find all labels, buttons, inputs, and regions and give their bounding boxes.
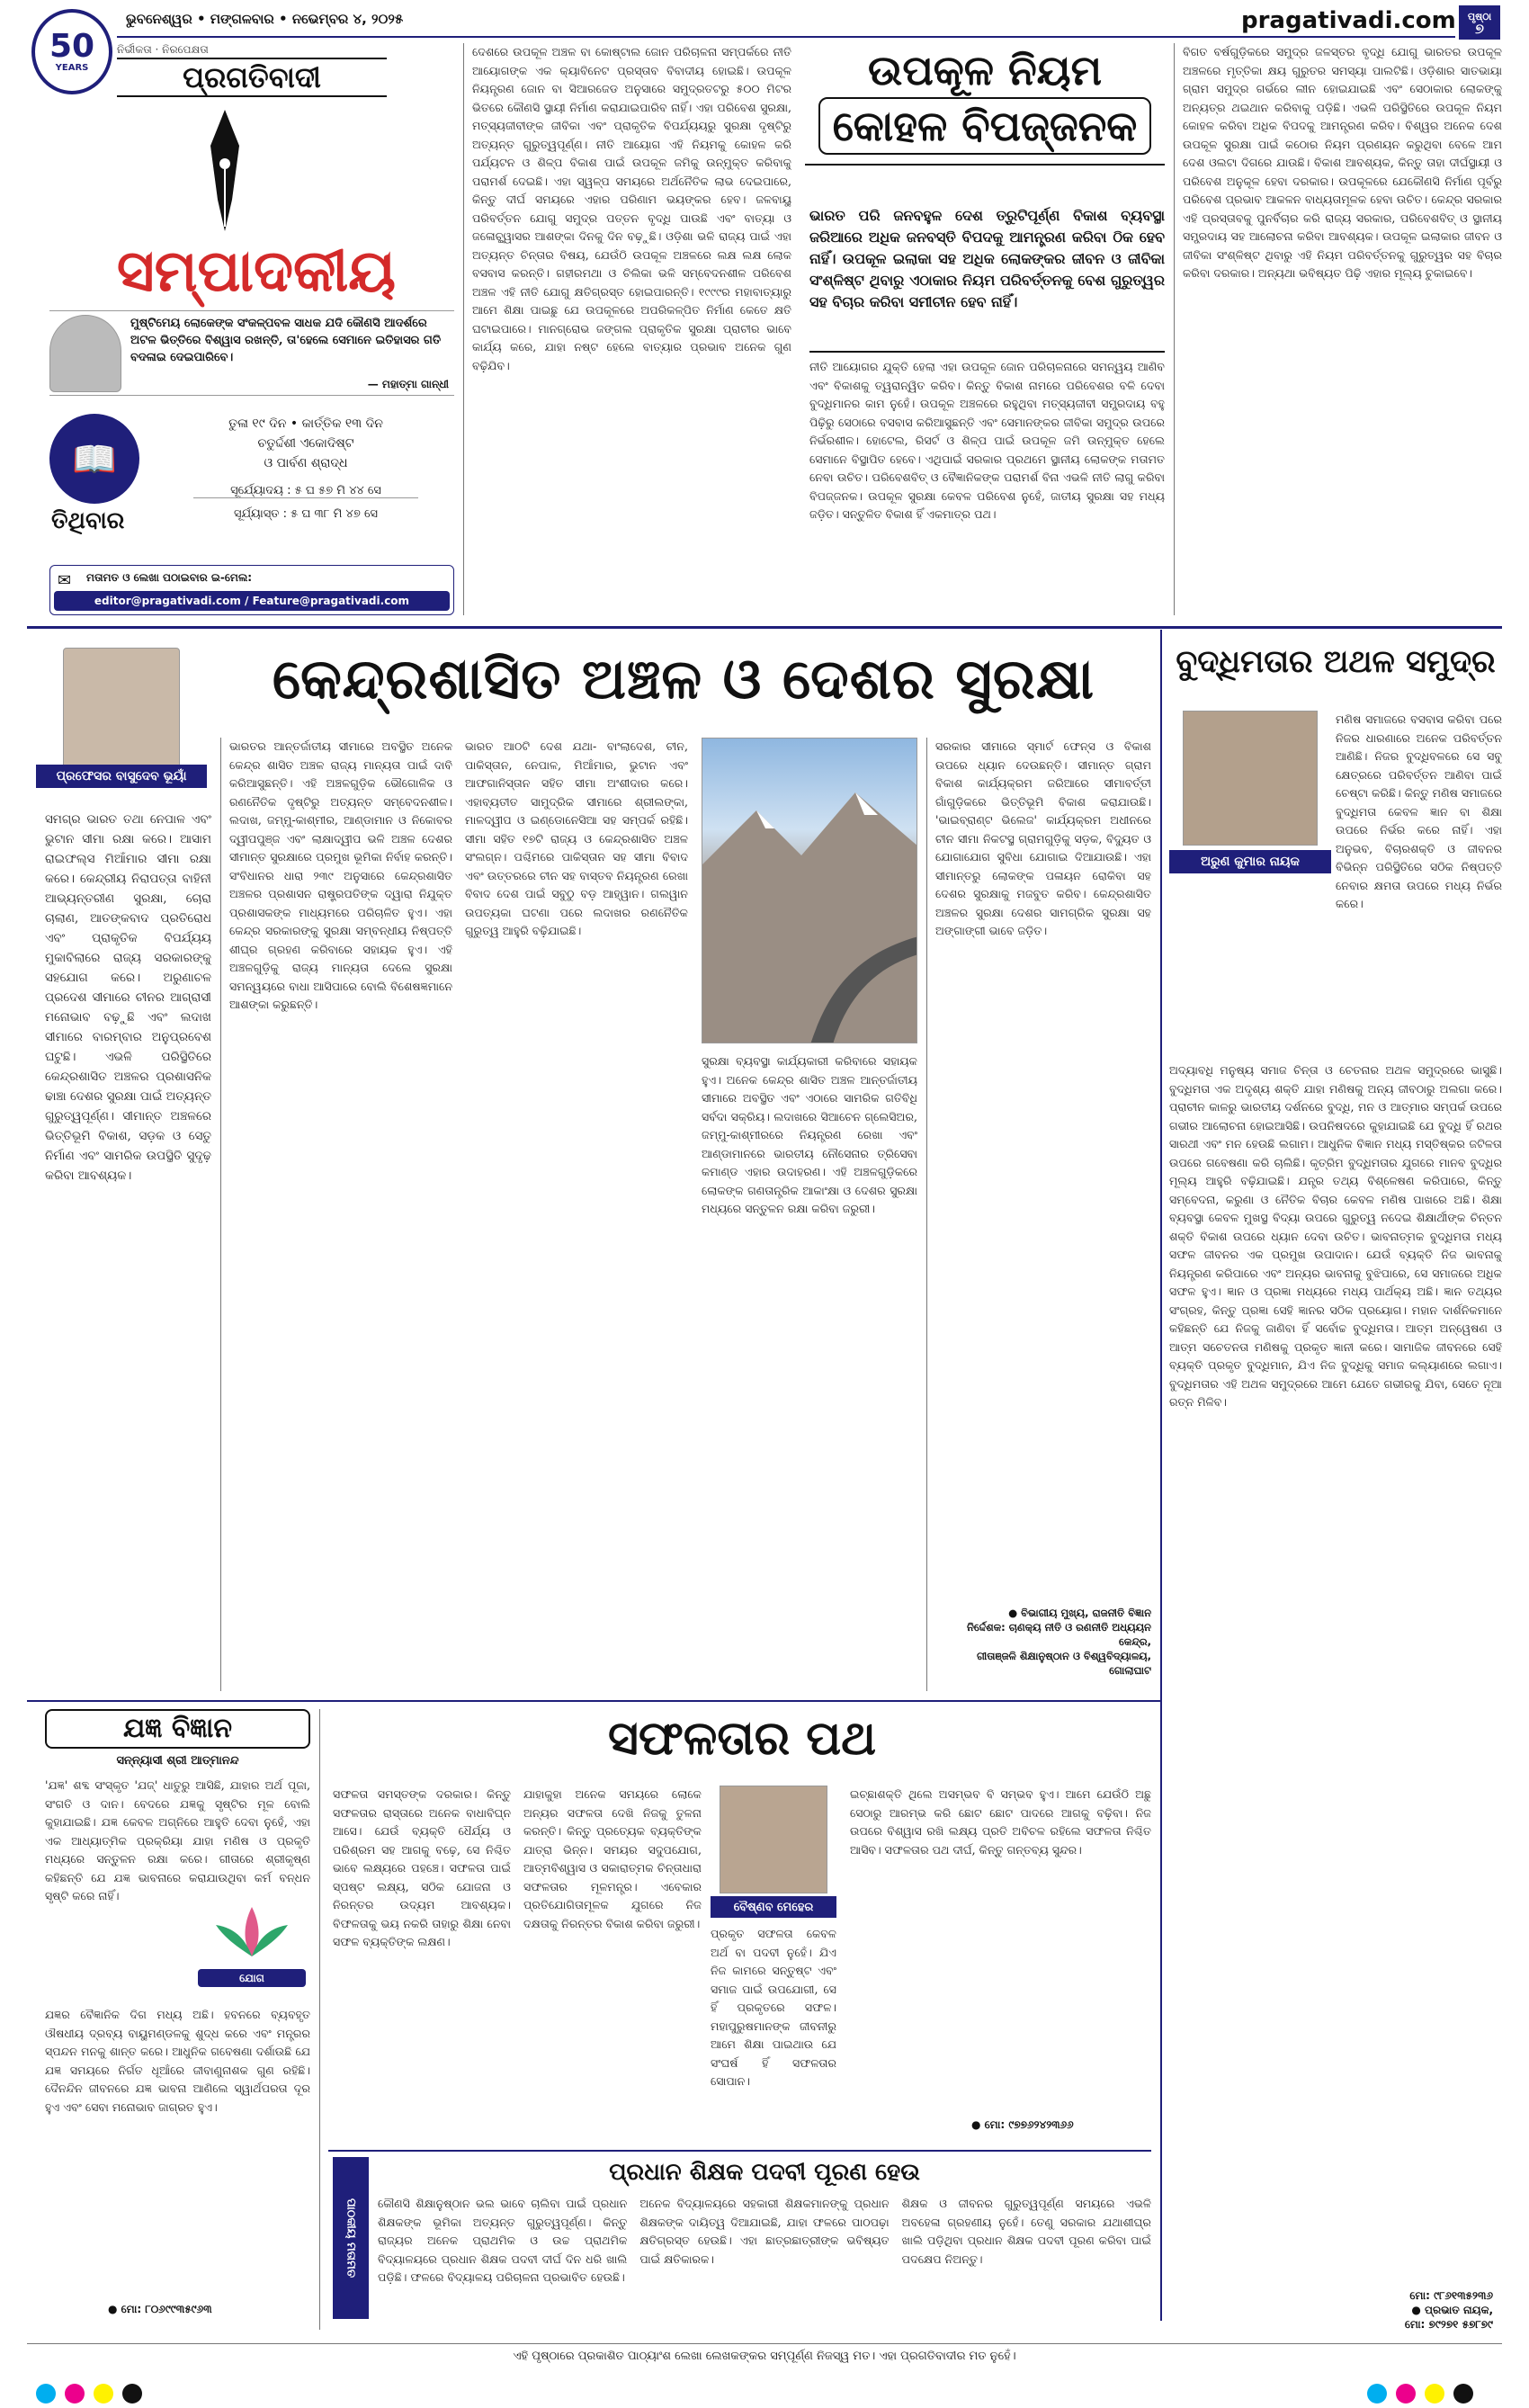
author-affil-1: ନିର୍ଦ୍ଦେଶକ: ଚାଣକ୍ୟ ନୀତି ଓ ରଣନୀତି ଅଧ୍ୟୟନ କେନ୍ଦ୍ର,	[966, 1621, 1151, 1648]
registration-mark-black	[122, 2384, 142, 2404]
registration-mark-magenta	[65, 2384, 85, 2404]
right-author-name: ଅରୁଣ କୁମାର ନାୟକ	[1169, 850, 1331, 873]
open-book-icon: 📖	[72, 438, 117, 480]
site-name[interactable]: pragativadi.com	[1241, 7, 1456, 34]
section-rule	[27, 626, 1502, 629]
editorial-lead: ଭାରତ ପରି ଜନବହୁଳ ଦେଶ ତ୍ରୁଟିପୂର୍ଣ୍ଣ ବିକାଶ ବ୍ୟବସ୍ଥା ଜରିଆରେ ଅଧିକ ଜନବସ୍ତି ବିପଦକୁ ଆମନ୍ତ୍ରଣ କରିବା ଠିକ ହେବ ନାହିଁ। ଉପକୂଳ ଇଲାକା ସହ ଅଧିକ ଲୋକଙ୍କର ଜୀବନ ଓ ଜୀବିକା ସଂଶ୍ଳିଷ୍ଟ ଥିବାରୁ ଏଠାକାର ନିୟମ ପରିବର୍ତ୍ତନକୁ ବେଶ ଗୁରୁତ୍ୱର ସହ ବିଚାର କରିବା ସମୀଚୀନ ହେବ ନାହିଁ।	[809, 207, 1165, 310]
editorial-title-1: ଉପକୂଳ ନିୟମ	[868, 46, 1102, 94]
success-text-a: ସଫଳତା ସମସ୍ତଙ୍କ ଦରକାର। କିନ୍ତୁ ସଫଳତାର ରାସ୍ତାରେ ଅନେକ ବାଧାବିଘ୍ନ ଆସେ। ଯେଉଁ ବ୍ୟକ୍ତି ଧୈର୍ଯ୍ୟ ଓ ପରିଶ୍ରମ ସହ ଆଗକୁ ବଢ଼େ, ସେ ନିଶ୍ଚିତ ଭାବେ ଲକ୍ଷ୍ୟରେ ପହଞ୍ଚେ। ସଫଳତା ପାଇଁ ସ୍ପଷ୍ଟ ଲକ୍ଷ୍ୟ, ସଠିକ ଯୋଜନା ଓ ନିରନ୍ତର ଉଦ୍ୟମ ଆବଶ୍ୟକ। ବିଫଳତାକୁ ଭୟ ନକରି ତାହାରୁ ଶିକ୍ଷା ନେବା ସଫଳ ବ୍ୟକ୍ତିଙ୍କ ଲକ୍ଷଣ।	[333, 1787, 511, 1948]
editorial-text-a: ଦେଶରେ ଉପକୂଳ ଅଞ୍ଚଳ ବା କୋଷ୍ଟାଲ ଜୋନ ପରିଚାଳନା ସମ୍ପର୍କରେ ନୀତି ଆୟୋଗଙ୍କ ଏକ କ୍ୟାବିନେଟ ପ୍ରସ୍ତାବ ବିବାଦୀୟ ହୋଇଛି। ଉପକୂଳ ନିୟନ୍ତ୍ରଣ ଜୋନ ବା ସିଆରଜେଡ ଅନୁସାରେ ସମୁଦ୍ରତଟରୁ ୫୦୦ ମିଟର ଭିତରେ କୌଣସି ସ୍ଥାୟୀ ନିର୍ମାଣ କରାଯାଇପାରିବ ନାହିଁ। ଏହା ପରିବେଶ ସୁରକ୍ଷା, ମତ୍ସ୍ୟଜୀବୀଙ୍କ ଜୀବିକା ଏବଂ ପ୍ରାକୃତିକ ବିପର୍ଯ୍ୟୟରୁ ସୁରକ୍ଷା ଦୃଷ୍ଟିରୁ ଅତ୍ୟନ୍ତ ଗୁରୁତ୍ୱପୂର୍ଣ୍ଣ। ନୀତି ଆୟୋଗ ଏହି ନିୟମକୁ କୋହଳ କରି ପର୍ଯ୍ୟଟନ ଓ ଶିଳ୍ପ ବିକାଶ ପାଇଁ ଉପକୂଳ ଜମିକୁ ଉନ୍ମୁକ୍ତ କରିବାକୁ ପରାମର୍ଶ ଦେଇଛି। ଏହା ସ୍ୱଳ୍ପ ସମୟରେ ଅର୍ଥନୈତିକ ଲାଭ ଦେଇପାରେ, କିନ୍ତୁ ଦୀର୍ଘ ସମୟରେ ଏହାର ପରିଣାମ ଭୟଙ୍କର ହେବ। ଜଳବାୟୁ ପରିବର୍ତ୍ତନ ଯୋଗୁ ସମୁଦ୍ର ପତ୍ତନ ବୃଦ୍ଧି ପାଉଛି ଏବଂ ବାତ୍ୟା ଓ ଜଳୋଚ୍ଛ୍ୱାସର ଆଶଙ୍କା ଦିନକୁ ଦିନ ବଢ଼ୁଛି। ଓଡ଼ିଶା ଭଳି ରାଜ୍ୟ ପାଇଁ ଏହା ଅତ୍ୟନ୍ତ ଚିନ୍ତାର ବିଷୟ, ଯେଉଁଠି ଉପକୂଳ ଅଞ୍ଚଳରେ ଲକ୍ଷ ଲକ୍ଷ ଲୋକ ବସବାସ କରନ୍ତି। ଗହୀରମଥା ଓ ଚିଲିକା ଭଳି ସମ୍ବେଦନଶୀଳ ପରିବେଶ ଅଞ୍ଚଳ ଏହି ନୀତି ଯୋଗୁ କ୍ଷତିଗ୍ରସ୍ତ ହୋଇପାରନ୍ତି। ୧୯୯୯ର ମହାବାତ୍ୟାରୁ ଆମେ ଶିକ୍ଷା ପାଇଛୁ ଯେ ଉପକୂଳରେ ଅପରିକଳ୍ପିତ ନିର୍ମାଣ କେତେ କ୍ଷତି ଘଟାଇପାରେ। ମାନଗ୍ରୋଭ ଜଙ୍ଗଲ ପ୍ରାକୃତିକ ସୁରକ୍ଷା ପ୍ରାଚୀର ଭାବେ କାର୍ଯ୍ୟ କରେ, ଯାହା ନଷ୍ଟ ହେଲେ ବାତ୍ୟାର ପ୍ରଭାବ ଅନେକ ଗୁଣ ବଢ଼ିଯିବ।	[472, 45, 791, 372]
main-text-e: ସରକାର ସୀମାରେ ସ୍ମାର୍ଟ ଫେନ୍ସ ଓ ବିକାଶ ଉପରେ ଧ୍ୟାନ ଦେଉଛନ୍ତି। ସୀମାନ୍ତ ଗ୍ରାମ ବିକାଶ କାର୍ଯ୍ୟକ୍ରମ ଜରିଆରେ ସୀମାବର୍ତ୍ତୀ ଗାଁଗୁଡ଼ିକରେ ଭିତ୍ତିଭୂମି ବିକାଶ କରାଯାଉଛି। 'ଭାଇବ୍ରାଣ୍ଟ ଭିଲେଜ' କାର୍ଯ୍ୟକ୍ରମ ଅଧୀନରେ ଚୀନ ସୀମା ନିକଟସ୍ଥ ଗ୍ରାମଗୁଡ଼ିକୁ ସଡ଼କ, ବିଦ୍ୟୁତ ଓ ଯୋଗାଯୋଗ ସୁବିଧା ଯୋଗାଇ ଦିଆଯାଉଛି। ଏହା ସୀମାନ୍ତରୁ ଲୋକଙ୍କ ପଳାୟନ ରୋକିବା ସହ ଦେଶର ସୁରକ୍ଷାକୁ ମଜବୁତ କରିବ। କେନ୍ଦ୍ରଶାସିତ ଅଞ୍ଚଳର ସୁରକ୍ଷା ଦେଶର ସାମଗ୍ରିକ ସୁରକ୍ଷା ସହ ଅଙ୍ଗାଙ୍ଗୀ ଭାବେ ଜଡ଼ିତ।	[935, 739, 1151, 937]
success-cols-ab	[333, 1786, 702, 2141]
right-title: ବୁଦ୍ଧିମତାର ଅଥଳ ସମୁଦ୍ର	[1176, 644, 1496, 680]
main-author-footer	[935, 1606, 1151, 1678]
letter-title: ପ୍ରଧାନ ଶିକ୍ଷକ ପଦବୀ ପୂରଣ ହେଉ	[609, 2159, 920, 2186]
author-photo	[63, 648, 180, 783]
col-divider	[1174, 43, 1175, 615]
right-col-b	[1169, 1061, 1502, 2280]
footer-rule	[27, 2343, 1502, 2344]
right-author-photo	[1183, 711, 1318, 846]
paper-name: ପ୍ରଗତିବାଦୀ	[183, 59, 321, 94]
gandhi-portrait	[49, 315, 121, 392]
right-col-divider	[1160, 630, 1162, 2321]
masthead-tagline: ନିର୍ଭୀକତା · ନିରପେକ୍ଷତା	[117, 43, 209, 56]
letter-text-b: ଅନେକ ବିଦ୍ୟାଳୟରେ ସହକାରୀ ଶିକ୍ଷକମାନଙ୍କୁ ପ୍ରଧାନ ଶିକ୍ଷକଙ୍କ ଦାୟିତ୍ୱ ଦିଆଯାଇଛି, ଯାହା ଫଳରେ ପାଠପଢ଼ା କ୍ଷତିଗ୍ରସ୍ତ ହେଉଛି। ଏହା ଛାତ୍ରଛାତ୍ରୀଙ୍କ ଭବିଷ୍ୟତ ପାଇଁ କ୍ଷତିକାରକ।	[639, 2197, 890, 2266]
main-col-a	[45, 810, 211, 1691]
yoga-author: ସନ୍ନ୍ୟାସୀ ଶ୍ରୀ ଆତ୍ମାନନ୍ଦ	[116, 1754, 239, 1768]
yoga-phone: ● ମୋ: ୮୦୬୯୯୩୫୯୬୩	[108, 2303, 212, 2315]
quote-box	[49, 310, 454, 396]
main-text-b: ଭାରତର ଆନ୍ତର୍ଜାତୀୟ ସୀମାରେ ଅବସ୍ଥିତ ଅନେକ କେନ୍ଦ୍ର ଶାସିତ ଅଞ୍ଚଳ ରାଜ୍ୟ ମାନ୍ୟତା ପାଇଁ ଦାବି କରିଆସୁଛନ୍ତି। ଏହି ଅଞ୍ଚଳଗୁଡ଼ିକ ଭୌଗୋଳିକ ଓ ରଣନୈତିକ ଦୃଷ୍ଟିରୁ ଅତ୍ୟନ୍ତ ସମ୍ବେଦନଶୀଳ। ଲଦାଖ, ଜମ୍ମୁ-କାଶ୍ମୀର, ଆଣ୍ଡାମାନ ଓ ନିକୋବର ଦ୍ୱୀପପୁଞ୍ଜ ଏବଂ ଲାକ୍ଷାଦ୍ୱୀପ ଭଳି ଅଞ୍ଚଳ ଦେଶର ସୀମାନ୍ତ ସୁରକ୍ଷାରେ ପ୍ରମୁଖ ଭୂମିକା ନିର୍ବାହ କରନ୍ତି। ସଂବିଧାନର ଧାରା ୨୩୯ ଅନୁସାରେ କେନ୍ଦ୍ରଶାସିତ ଅଞ୍ଚଳର ପ୍ରଶାସନ ରାଷ୍ଟ୍ରପତିଙ୍କ ଦ୍ୱାରା ନିଯୁକ୍ତ ପ୍ରଶାସକଙ୍କ ମାଧ୍ୟମରେ ପରିଚାଳିତ ହୁଏ। ଏହା କେନ୍ଦ୍ର ସରକାରଙ୍କୁ ସୁରକ୍ଷା ସମ୍ବନ୍ଧୀୟ ନିଷ୍ପତ୍ତି ଶୀଘ୍ର ଗ୍ରହଣ କରିବାରେ ସହାୟକ ହୁଏ। ଏହି ଅଞ୍ଚଳଗୁଡ଼ିକୁ ରାଜ୍ୟ ମାନ୍ୟତା ଦେଲେ ସୁରକ୍ଷା ସମନ୍ୱୟରେ ବାଧା ଆସିପାରେ ବୋଲି ବିଶେଷଜ୍ଞମାନେ ଆଶଙ୍କା କରୁଛନ୍ତି।	[229, 739, 452, 1011]
main-text-a: ସମଗ୍ର ଭାରତ ତଥା ନେପାଳ ଏବଂ ଭୁଟାନ ସୀମା ରକ୍ଷା କରେ। ଆସାମ ରାଇଫଲ୍ସ ମିଆଁମାର ସୀମା ରକ୍ଷା କରେ। କେନ୍ଦ୍ରୀୟ ନିରାପତ୍ତା ବାହିନୀ ଆଭ୍ୟନ୍ତରୀଣ ସୁରକ୍ଷା, ଚୋରା ଚାଲାଣ, ଆତଙ୍କବାଦ ପ୍ରତିରୋଧ ଏବଂ ପ୍ରାକୃତିକ ବିପର୍ଯ୍ୟୟ ମୁକାବିଲାରେ ରାଜ୍ୟ ସରକାରଙ୍କୁ ସହଯୋଗ କରେ। ଅରୁଣାଚଳ ପ୍ରଦେଶ ସୀମାରେ ଚୀନର ଆଗ୍ରାସୀ ମନୋଭାବ ବଢ଼ୁଛି ଏବଂ ଲଦାଖ ସୀମାରେ ବାରମ୍ବାର ଅନୁପ୍ରବେଶ ଘଟୁଛି। ଏଭଳି ପରିସ୍ଥିତିରେ କେନ୍ଦ୍ରଶାସିତ ଅଞ୍ଚଳର ପ୍ରଶାସନିକ ଢାଞ୍ଚା ଦେଶର ସୁରକ୍ଷା ପାଇଁ ଅତ୍ୟନ୍ତ ଗୁରୁତ୍ୱପୂର୍ଣ୍ଣ। ସୀମାନ୍ତ ଅଞ୍ଚଳରେ ଭିତ୍ତିଭୂମି ବିକାଶ, ସଡ଼କ ଓ ସେତୁ ନିର୍ମାଣ ଏବଂ ସାମରିକ ଉପସ୍ଥିତି ସୁଦୃଢ଼ କରିବା ଆବଶ୍ୟକ।	[45, 812, 211, 1183]
bottom-rule	[27, 1700, 1160, 1702]
main-col-e	[935, 738, 1151, 1601]
editorial-title-2: କୋହଳ ବିପଜ୍ଜନକ	[818, 97, 1152, 155]
yoga-title: ଯଜ୍ଞ ବିଜ୍ଞାନ	[45, 1709, 310, 1749]
section-title: ସମ୍ପାଦକୀୟ	[116, 238, 397, 305]
mountain-road-photo	[702, 738, 917, 1043]
letter-signature	[1169, 2303, 1493, 2332]
success-text-c: ପ୍ରକୃତ ସଫଳତା କେବଳ ଅର୍ଥ ବା ପଦବୀ ନୁହେଁ। ଯିଏ ନିଜ କାମରେ ସନ୍ତୁଷ୍ଟ ଏବଂ ସମାଜ ପାଇଁ ଉପଯୋଗୀ, ସେ ହିଁ ପ୍ରକୃତରେ ସଫଳ। ମହାପୁରୁଷମାନଙ୍କ ଜୀବନୀରୁ ଆମେ ଶିକ୍ଷା ପାଇଥାଉ ଯେ ସଂଘର୍ଷ ହିଁ ସଫଳତାର ସୋପାନ।	[711, 1927, 836, 2088]
editorial-col-c	[1183, 43, 1502, 615]
yoga-text-b: ଯଜ୍ଞର ବୈଜ୍ଞାନିକ ଦିଗ ମଧ୍ୟ ଅଛି। ହବନରେ ବ୍ୟବହୃତ ଔଷଧୀୟ ଦ୍ରବ୍ୟ ବାୟୁମଣ୍ଡଳକୁ ଶୁଦ୍ଧ କରେ ଏବଂ ମନ୍ତ୍ରର ସ୍ପନ୍ଦନ ମନକୁ ଶାନ୍ତ କରେ। ଆଧୁନିକ ଗବେଷଣା ଦର୍ଶାଉଛି ଯେ ଯଜ୍ଞ ସମୟରେ ନିର୍ଗତ ଧୂଆଁରେ ଜୀବାଣୁନାଶକ ଗୁଣ ରହିଛି। ଦୈନନ୍ଦିନ ଜୀବନରେ ଯଜ୍ଞ ଭାବନା ଆଣିଲେ ସ୍ୱାର୍ଥପରତା ଦୂର ହୁଏ ଏବଂ ସେବା ମନୋଭାବ ଜାଗ୍ରତ ହୁଏ।	[45, 2008, 310, 2114]
almanac-line-2: ଚତୁର୍ଦ୍ଦଶୀ ଏକୋଦିଷ୍ଟ	[257, 436, 354, 451]
page-label: ପୃଷ୍ଠା	[1467, 11, 1492, 22]
almanac-badge	[49, 414, 139, 504]
editorial-lead-rule	[809, 351, 1165, 353]
anniversary-logo	[31, 9, 112, 94]
success-author-photo	[720, 1786, 827, 1893]
main-col-d	[702, 1052, 917, 1691]
letter-text-c: ଶିକ୍ଷକ ଓ ଜୀବନର ଗୁରୁତ୍ୱପୂର୍ଣ୍ଣ ସମୟରେ ଏଭଳି ଅବହେଳା ଗ୍ରହଣୀୟ ନୁହେଁ। ତେଣୁ ସରକାର ଯଥାଶୀଘ୍ର ଖାଲି ପଡ଼ିଥିବା ପ୍ରଧାନ ଶିକ୍ଷକ ପଦବୀ ପୂରଣ କରିବା ପାଇଁ ପଦକ୍ଷେପ ନିଅନ୍ତୁ।	[901, 2197, 1151, 2266]
letter-text-a: କୌଣସି ଶିକ୍ଷାନୁଷ୍ଠାନ ଭଲ ଭାବେ ଚାଲିବା ପାଇଁ ପ୍ରଧାନ ଶିକ୍ଷକଙ୍କ ଭୂମିକା ଅତ୍ୟନ୍ତ ଗୁରୁତ୍ୱପୂର୍ଣ୍ଣ। କିନ୍ତୁ ରାଜ୍ୟର ଅନେକ ପ୍ରାଥମିକ ଓ ଉଚ୍ଚ ପ୍ରାଥମିକ ବିଦ୍ୟାଳୟରେ ପ୍ରଧାନ ଶିକ୍ଷକ ପଦବୀ ଦୀର୍ଘ ଦିନ ଧରି ଖାଲି ପଡ଼ିଛି। ଫଳରେ ବିଦ୍ୟାଳୟ ପରିଚାଳନା ପ୍ରଭାବିତ ହେଉଛି।	[378, 2197, 628, 2284]
quote-text: ମୁଷ୍ଟିମେୟ ଲୋକେଙ୍କ ସଂକଳ୍ପବଳ ସାଧକ ଯଦି କୌଣସି ଆଦର୍ଶରେ ଅଟଳ ଭିତ୍ତିରେ ବିଶ୍ୱାସ ରଖନ୍ତି, ତା'ହେଲେ ସେମାନେ ଇତିହାସର ଗତି ବଦଳାଇ ଦେଇପାରିବେ।	[130, 317, 442, 364]
editorial-text-c: ବିଗତ ବର୍ଷଗୁଡ଼ିକରେ ସମୁଦ୍ର ଜଳସ୍ତର ବୃଦ୍ଧି ଯୋଗୁ ଭାରତର ଉପକୂଳ ଅଞ୍ଚଳରେ ମୃତ୍ତିକା କ୍ଷୟ ଗୁରୁତର ସମସ୍ୟା ପାଲଟିଛି। ଓଡ଼ିଶାର ସାତଭାୟା ଗ୍ରାମ ସମୁଦ୍ର ଗର୍ଭରେ ଲୀନ ହୋଇଯାଇଛି ଏବଂ ସେଠାକାର ଲୋକଙ୍କୁ ଅନ୍ୟତ୍ର ଥଇଥାନ କରିବାକୁ ପଡ଼ିଛି। ଏଭଳି ପରିସ୍ଥିତିରେ ଉପକୂଳ ନିୟମ କୋହଳ କରିବା ଅଧିକ ବିପଦକୁ ଆମନ୍ତ୍ରଣ କରିବ। ବିଶ୍ୱର ଅନେକ ଦେଶ ଉପକୂଳ ସୁରକ୍ଷା ପାଇଁ କଠୋର ନିୟମ ପ୍ରଣୟନ କରୁଥିବା ବେଳେ ଆମ ଦେଶ ଓଲଟା ଦିଗରେ ଯାଉଛି। ବିକାଶ ଆବଶ୍ୟକ, କିନ୍ତୁ ତାହା ଦୀର୍ଘସ୍ଥାୟୀ ଓ ପରିବେଶ ଅନୁକୂଳ ହେବା ଦରକାର। ଉପକୂଳରେ ଯେକୌଣସି ନିର୍ମାଣ ପୂର୍ବରୁ ପରିବେଶ ପ୍ରଭାବ ଆକଳନ ବାଧ୍ୟତାମୂଳକ ହେବା ଉଚିତ। କେନ୍ଦ୍ର ସରକାର ଏହି ପ୍ରସ୍ତାବକୁ ପୁନର୍ବିଚାର କରି ରାଜ୍ୟ ସରକାର, ପରିବେଶବିତ୍ ଓ ସ୍ଥାନୀୟ ସମ୍ପ୍ରଦାୟ ସହ ଆଲୋଚନା କରିବା ଆବଶ୍ୟକ। ଉପକୂଳ ଇଲାକାର ଜୀବନ ଓ ଜୀବିକା ସଂଶ୍ଳିଷ୍ଟ ଥିବାରୁ ଏହି ନିୟମ ପରିବର୍ତ୍ତନକୁ ଗୁରୁତ୍ୱର ସହ ବିଚାର କରିବା ଦରକାର। ଅନ୍ୟଥା ଭବିଷ୍ୟତ ପିଢ଼ି ଏହାର ମୂଲ୍ୟ ଚୁକାଇବେ।	[1183, 45, 1502, 280]
almanac-line-3: ଓ ପାର୍ବଣ ଶ୍ରାଦ୍ଧ	[264, 456, 348, 470]
registration-mark-yellow	[1425, 2384, 1444, 2404]
contact-emails[interactable]: editor@pragativadi.com / Feature@pragativadi.com	[54, 591, 450, 611]
col-divider	[926, 738, 927, 1691]
yoga-col-b	[45, 2006, 310, 2303]
success-author: ବୈଷ୍ଣବ ମେହେର	[711, 1896, 836, 1918]
sunset: ସୂର୍ଯ୍ୟାସ୍ତ : ୫ ଘ ୩୮ ମି ୪୭ ସେ	[234, 507, 378, 521]
col-divider	[463, 43, 464, 615]
envelope-icon: ✉	[58, 571, 72, 590]
right-phone: ମୋ: ୯୮୬୧୩୫୨୩୬	[1409, 2289, 1493, 2302]
col-divider	[319, 1709, 320, 2330]
contact-box	[49, 565, 454, 615]
letter-rule	[328, 2150, 1151, 2152]
registration-mark-magenta	[1396, 2384, 1416, 2404]
header-rule	[117, 36, 1455, 38]
yoga-logo-label: ଯୋଗ	[198, 1969, 306, 1987]
pen-nib-icon	[207, 110, 243, 236]
author-role: ● ବିଭାଗୀୟ ମୁଖ୍ୟ, ରାଜନୀତି ବିଜ୍ଞାନ	[1008, 1607, 1151, 1619]
dateline: ଭୁବନେଶ୍ୱର • ମଙ୍ଗଳବାର • ନଭେମ୍ବର ୪, ୨୦୨୫	[126, 11, 404, 27]
main-text-c: ଭାରତ ଆଠଟି ଦେଶ ଯଥା- ବାଂଲାଦେଶ, ଚୀନ, ପାକିସ୍ତାନ, ନେପାଳ, ମିଆଁମାର, ଭୁଟାନ ଏବଂ ଆଫଗାନିସ୍ତାନ ସହିତ ସୀମା ଅଂଶୀଦାର କରେ। ଏହାବ୍ୟତୀତ ସାମୁଦ୍ରିକ ସୀମାରେ ଶ୍ରୀଲଙ୍କା, ମାଳଦ୍ୱୀପ ଓ ଇଣ୍ଡୋନେସିଆ ସହ ସମ୍ପର୍କ ରହିଛି। ସୀମା ସହିତ ୧୭ଟି ରାଜ୍ୟ ଓ କେନ୍ଦ୍ରଶାସିତ ଅଞ୍ଚଳ ସଂଲଗ୍ନ। ପଶ୍ଚିମରେ ପାକିସ୍ତାନ ସହ ସୀମା ବିବାଦ ଏବଂ ଉତ୍ତରରେ ଚୀନ ସହ ବାସ୍ତବ ନିୟନ୍ତ୍ରଣ ରେଖା ବିବାଦ ଦେଶ ପାଇଁ ସବୁଠୁ ବଡ଼ ଆହ୍ୱାନ। ଗଲୱାନ ଉପତ୍ୟକା ଘଟଣା ପରେ ଲଦାଖର ରଣନୈତିକ ଗୁରୁତ୍ୱ ଆହୁରି ବଢ଼ିଯାଇଛି।	[465, 739, 688, 937]
page-number-badge	[1459, 5, 1500, 40]
author-affil-2: ଗୀତାଞ୍ଜଳି ଶିକ୍ଷାନୁଷ୍ଠାନ ଓ ବିଶ୍ୱବିଦ୍ୟାଳୟ, ଗୋଲାଘାଟ	[976, 1650, 1151, 1677]
disclaimer: ଏହି ପୃଷ୍ଠାରେ ପ୍ରକାଶିତ ପାଠ୍ୟାଂଶ ଲେଖା ଲେଖକଙ୍କର ସମ୍ପୂର୍ଣ୍ଣ ନିଜସ୍ୱ ମତ। ଏହା ପ୍ରଗତିବାଦୀର ମତ ନୁହେଁ।	[513, 2350, 1016, 2363]
success-col-d	[850, 1786, 1151, 2109]
letter-cols	[378, 2195, 1151, 2312]
almanac-label: ତିଥିବାର	[51, 507, 125, 534]
editorial-col-a	[472, 43, 791, 615]
page-number: ୭	[1475, 20, 1484, 37]
author-name: ପ୍ରଫେସର ବାସୁଦେବ ଭୂୟାଁ	[36, 765, 207, 788]
almanac-line-1: ତୁଳା ୧୯ ଦିନ • କାର୍ତ୍ତିକ ୧୩ ଦିନ	[228, 416, 383, 431]
editorial-text-b: ନୀତି ଆୟୋଗର ଯୁକ୍ତି ହେଲା ଏହା ଉପକୂଳ ଜୋନ ପରିଚାଳନାରେ ସମନ୍ୱୟ ଆଣିବ ଏବଂ ବିକାଶକୁ ତ୍ୱରାନ୍ୱିତ କରିବ। କିନ୍ତୁ ବିକାଶ ନାମରେ ପରିବେଶର ବଳି ଦେବା ବୁଦ୍ଧିମାନର କାମ ନୁହେଁ। ଉପକୂଳ ଅଞ୍ଚଳରେ ରହୁଥିବା ମତ୍ସ୍ୟଜୀବୀ ସମ୍ପ୍ରଦାୟ ବହୁ ପିଢ଼ିରୁ ସେଠାରେ ବସବାସ କରିଆସୁଛନ୍ତି ଏବଂ ସେମାନଙ୍କର ଜୀବିକା ସମୁଦ୍ର ଉପରେ ନିର୍ଭରଶୀଳ। ହୋଟେଲ, ରିସର୍ଟ ଓ ଶିଳ୍ପ ପାଇଁ ଉପକୂଳ ଜମି ଉନ୍ମୁକ୍ତ ହେଲେ ସେମାନେ ବିସ୍ଥାପିତ ହେବେ। ଏଥିପାଇଁ ସରକାର ପ୍ରଥମେ ସ୍ଥାନୀୟ ଲୋକଙ୍କ ମତାମତ ନେବା ଉଚିତ। ପରିବେଶବିତ୍ ଓ ବୈଜ୍ଞାନିକଙ୍କ ପରାମର୍ଶ ବିନା ଏଭଳି ନୀତି ଲାଗୁ କରିବା ବିପଜ୍ଜନକ। ଉପକୂଳ ସୁରକ୍ଷା କେବଳ ପରିବେଶ ନୁହେଁ, ଜାତୀୟ ସୁରକ୍ଷା ସହ ମଧ୍ୟ ଜଡ଼ିତ। ସନ୍ତୁଳିତ ବିକାଶ ହିଁ ଏକମାତ୍ର ପଥ।	[809, 360, 1165, 521]
years-label: YEARS	[55, 63, 89, 73]
mountain-illustration	[702, 739, 917, 1043]
paper-name-box	[117, 58, 387, 97]
sunrise: ସୂର୍ଯ୍ୟୋଦୟ : ୫ ଘ ୫୭ ମି ୪୪ ସେ	[193, 484, 418, 498]
registration-mark-yellow	[94, 2384, 113, 2404]
editorial-col-b	[809, 358, 1165, 615]
letter-sign-phone: ମୋ: ୭୯୨୭୧ ୫୭୮୭୯	[1404, 2318, 1493, 2331]
success-text-b: ଯାହାକୁହା ଅନେକ ସମୟରେ ଲୋକେ ଅନ୍ୟର ସଫଳତା ଦେଖି ନିଜକୁ ତୁଳନା କରନ୍ତି। କିନ୍ତୁ ପ୍ରତ୍ୟେକ ବ୍ୟକ୍ତିଙ୍କ ଯାତ୍ରା ଭିନ୍ନ। ସମୟର ସଦୁପଯୋଗ, ଆତ୍ମବିଶ୍ୱାସ ଓ ସକାରାତ୍ମକ ଚିନ୍ତାଧାରା ସଫଳତାର ମୂଳମନ୍ତ୍ର। ଏବେକାର ପ୍ରତିଯୋଗିତାମୂଳକ ଯୁଗରେ ନିଜ ଦକ୍ଷତାକୁ ନିରନ୍ତର ବିକାଶ କରିବା ଜରୁରୀ।	[523, 1787, 702, 1930]
years-number: 50	[49, 28, 95, 65]
main-headline: କେନ୍ଦ୍ରଶାସିତ ଅଞ୍ଚଳ ଓ ଦେଶର ସୁରକ୍ଷା	[272, 646, 1095, 712]
yoga-text-a: 'ଯଜ୍ଞ' ଶବ୍ଦ ସଂସ୍କୃତ 'ଯଜ୍' ଧାତୁରୁ ଆସିଛି, ଯାହାର ଅର୍ଥ ପୂଜା, ସଂଗତି ଓ ଦାନ। ବେଦରେ ଯଜ୍ଞକୁ ସୃଷ୍ଟିର ମୂଳ ବୋଲି କୁହାଯାଇଛି। ଯଜ୍ଞ କେବଳ ଅଗ୍ନିରେ ଆହୁତି ଦେବା ନୁହେଁ, ଏହା ଏକ ଆଧ୍ୟାତ୍ମିକ ପ୍ରକ୍ରିୟା ଯାହା ମଣିଷ ଓ ପ୍ରକୃତି ମଧ୍ୟରେ ସନ୍ତୁଳନ ରକ୍ଷା କରେ। ଗୀତାରେ ଶ୍ରୀକୃଷ୍ଣ କହିଛନ୍ତି ଯେ ଯଜ୍ଞ ଭାବନାରେ କରାଯାଉଥିବା କର୍ମ ବନ୍ଧନ ସୃଷ୍ଟି କରେ ନାହିଁ।	[45, 1778, 310, 1902]
quote-author: — ମହାତ୍ମା ଗାନ୍ଧୀ	[367, 378, 449, 390]
editorial-title-rule	[805, 164, 1165, 166]
right-text-b: ଅଦ୍ୟାବଧି ମନୁଷ୍ୟ ସମାଜ ଚିନ୍ତା ଓ ଚେତନାର ଅଥଳ ସମୁଦ୍ରରେ ଭାସୁଛି। ବୁଦ୍ଧିମତା ଏକ ଅଦୃଶ୍ୟ ଶକ୍ତି ଯାହା ମଣିଷକୁ ଅନ୍ୟ ଜୀବଠାରୁ ଅଲଗା କରେ। ପ୍ରାଚୀନ କାଳରୁ ଭାରତୀୟ ଦର୍ଶନରେ ବୁଦ୍ଧି, ମନ ଓ ଆତ୍ମାର ସମ୍ପର୍କ ଉପରେ ଗଭୀର ଆଲୋଚନା ହୋଇଆସିଛି। ଉପନିଷଦରେ କୁହାଯାଇଛି ଯେ ବୁଦ୍ଧି ହିଁ ରଥର ସାରଥୀ ଏବଂ ମନ ହେଉଛି ଲଗାମ। ଆଧୁନିକ ବିଜ୍ଞାନ ମଧ୍ୟ ମସ୍ତିଷ୍କର ଜଟିଳତା ଉପରେ ଗବେଷଣା କରି ଚାଲିଛି। କୃତ୍ରିମ ବୁଦ୍ଧିମତାର ଯୁଗରେ ମାନବ ବୁଦ୍ଧିର ମୂଲ୍ୟ ଆହୁରି ବଢ଼ିଯାଇଛି। ଯନ୍ତ୍ର ତଥ୍ୟ ବିଶ୍ଳେଷଣ କରିପାରେ, କିନ୍ତୁ ସମ୍ବେଦନା, କରୁଣା ଓ ନୈତିକ ବିଚାର କେବଳ ମଣିଷ ପାଖରେ ଅଛି। ଶିକ୍ଷା ବ୍ୟବସ୍ଥା କେବଳ ମୁଖସ୍ଥ ବିଦ୍ୟା ଉପରେ ଗୁରୁତ୍ୱ ନଦେଇ ଶିକ୍ଷାର୍ଥୀଙ୍କ ଚିନ୍ତନ ଶକ୍ତି ବିକାଶ ଉପରେ ଧ୍ୟାନ ଦେବା ଉଚିତ। ଭାବନାତ୍ମକ ବୁଦ୍ଧିମତା ମଧ୍ୟ ସଫଳ ଜୀବନର ଏକ ପ୍ରମୁଖ ଉପାଦାନ। ଯେଉଁ ବ୍ୟକ୍ତି ନିଜ ଭାବନାକୁ ନିୟନ୍ତ୍ରଣ କରିପାରେ ଏବଂ ଅନ୍ୟର ଭାବନାକୁ ବୁଝିପାରେ, ସେ ସମାଜରେ ଅଧିକ ସଫଳ ହୁଏ। ଜ୍ଞାନ ଓ ପ୍ରଜ୍ଞା ମଧ୍ୟରେ ମଧ୍ୟ ପାର୍ଥକ୍ୟ ଅଛି। ଜ୍ଞାନ ତଥ୍ୟର ସଂଗ୍ରହ, କିନ୍ତୁ ପ୍ରଜ୍ଞା ସେହି ଜ୍ଞାନର ସଠିକ ପ୍ରୟୋଗ। ମହାନ ଦାର୍ଶନିକମାନେ କହିଛନ୍ତି ଯେ ନିଜକୁ ଜାଣିବା ହିଁ ସର୍ବୋଚ୍ଚ ବୁଦ୍ଧିମତା। ଆତ୍ମ ଅନ୍ୱେଷଣ ଓ ଆତ୍ମ ସଚେତନତା ମଣିଷକୁ ପ୍ରକୃତ ଜ୍ଞାନୀ କରେ। ସାମାଜିକ ଜୀବନରେ ସେହି ବ୍ୟକ୍ତି ପ୍ରକୃତ ବୁଦ୍ଧିମାନ, ଯିଏ ନିଜ ବୁଦ୍ଧିକୁ ସମାଜ କଲ୍ୟାଣରେ ଲଗାଏ। ବୁଦ୍ଧିମତାର ଏହି ଅଥଳ ସମୁଦ୍ରରେ ଆମେ ଯେତେ ଗଭୀରକୁ ଯିବା, ସେତେ ନୂଆ ରତ୍ନ ମିଳିବ।	[1169, 1063, 1502, 1409]
editorial-headline-block	[805, 43, 1165, 232]
letter-sign-name: ● ପ୍ରଭାତ ନାୟକ,	[1411, 2304, 1493, 2316]
registration-mark-cyan	[36, 2384, 56, 2404]
success-col-c	[711, 1925, 836, 2141]
success-text-d: ଇଚ୍ଛାଶକ୍ତି ଥିଲେ ଅସମ୍ଭବ ବି ସମ୍ଭବ ହୁଏ। ଆମେ ଯେଉଁଠି ଅଛୁ ସେଠାରୁ ଆରମ୍ଭ କରି ଛୋଟ ଛୋଟ ପାଦରେ ଆଗକୁ ବଢ଼ିବା। ନିଜ ଉପରେ ବିଶ୍ୱାସ ରଖି ଲକ୍ଷ୍ୟ ପ୍ରତି ଅବିଚଳ ରହିଲେ ସଫଳତା ନିଶ୍ଚିତ ଆସିବ। ସଫଳତାର ପଥ ଦୀର୍ଘ, କିନ୍ତୁ ଗନ୍ତବ୍ୟ ସୁନ୍ଦର।	[850, 1787, 1151, 1857]
col-divider	[220, 738, 221, 1691]
success-phone: ● ମୋ: ୯୭୭୬୨୪୨୩୬୬	[971, 2118, 1074, 2131]
right-text-a: ମଣିଷ ସମାଜରେ ବସବାସ କରିବା ପରେ ନିଜର ଧାରଣାରେ ଅନେକ ପରିବର୍ତ୍ତନ ଆଣିଛି। ନିଜର ବୁଦ୍ଧିବଳରେ ସେ ସବୁ କ୍ଷେତ୍ରରେ ପରିବର୍ତ୍ତନ ଆଣିବା ପାଇଁ ଚେଷ୍ଟା କରିଛି। କିନ୍ତୁ ମଣିଷ ସମାଜରେ ବୁଦ୍ଧିମତା କେବଳ ଜ୍ଞାନ ବା ଶିକ୍ଷା ଉପରେ ନିର୍ଭର କରେ ନାହିଁ। ଏହା ଅନୁଭବ, ବିଚାରଶକ୍ତି ଓ ଜୀବନର ବିଭିନ୍ନ ପରିସ୍ଥିତିରେ ସଠିକ ନିଷ୍ପତ୍ତି ନେବାର କ୍ଷମତା ଉପରେ ମଧ୍ୟ ନିର୍ଭର କରେ।	[1336, 712, 1502, 910]
registration-mark-black	[1453, 2384, 1473, 2404]
main-text-d: ସୁରକ୍ଷା ବ୍ୟବସ୍ଥା କାର୍ଯ୍ୟକାରୀ କରିବାରେ ସହାୟକ ହୁଏ। ଅନେକ କେନ୍ଦ୍ର ଶାସିତ ଅଞ୍ଚଳ ଆନ୍ତର୍ଜାତୀୟ ସୀମାରେ ଅବସ୍ଥିତ ଏବଂ ଏଠାରେ ସାମରିକ ଗତିବିଧି ସର୍ବଦା ସକ୍ରିୟ। ଲଦାଖରେ ସିଆଚେନ ଗ୍ଲେସିଅର, ଜମ୍ମୁ-କାଶ୍ମୀରରେ ନିୟନ୍ତ୍ରଣ ରେଖା ଏବଂ ଆଣ୍ଡାମାନରେ ଭାରତୀୟ ନୌସେନାର ତ୍ରିସେବା କମାଣ୍ଡ ଏହାର ଉଦାହରଣ। ଏହି ଅଞ୍ଚଳଗୁଡ଼ିକରେ ଲୋକଙ୍କ ଗଣତାନ୍ତ୍ରିକ ଆକାଂକ୍ଷା ଓ ଦେଶର ସୁରକ୍ଷା ମଧ୍ୟରେ ସନ୍ତୁଳନ ରକ୍ଷା କରିବା ଜରୁରୀ।	[702, 1054, 917, 1215]
letter-label: ପାଠକୀୟ ମତାମତ	[333, 2157, 369, 2319]
main-col-b	[229, 738, 688, 1691]
contact-label: ମତାମତ ଓ ଲେଖା ପଠାଇବାର ଇ-ମେଲ:	[86, 571, 253, 584]
almanac-box	[49, 414, 454, 558]
right-col-a	[1336, 711, 1502, 1052]
lotus-icon	[211, 1902, 292, 1965]
success-title: ସଫଳତାର ପଥ	[607, 1712, 877, 1766]
registration-mark-cyan	[1367, 2384, 1387, 2404]
yoga-logo	[198, 1902, 306, 2001]
almanac-lines	[157, 414, 454, 473]
